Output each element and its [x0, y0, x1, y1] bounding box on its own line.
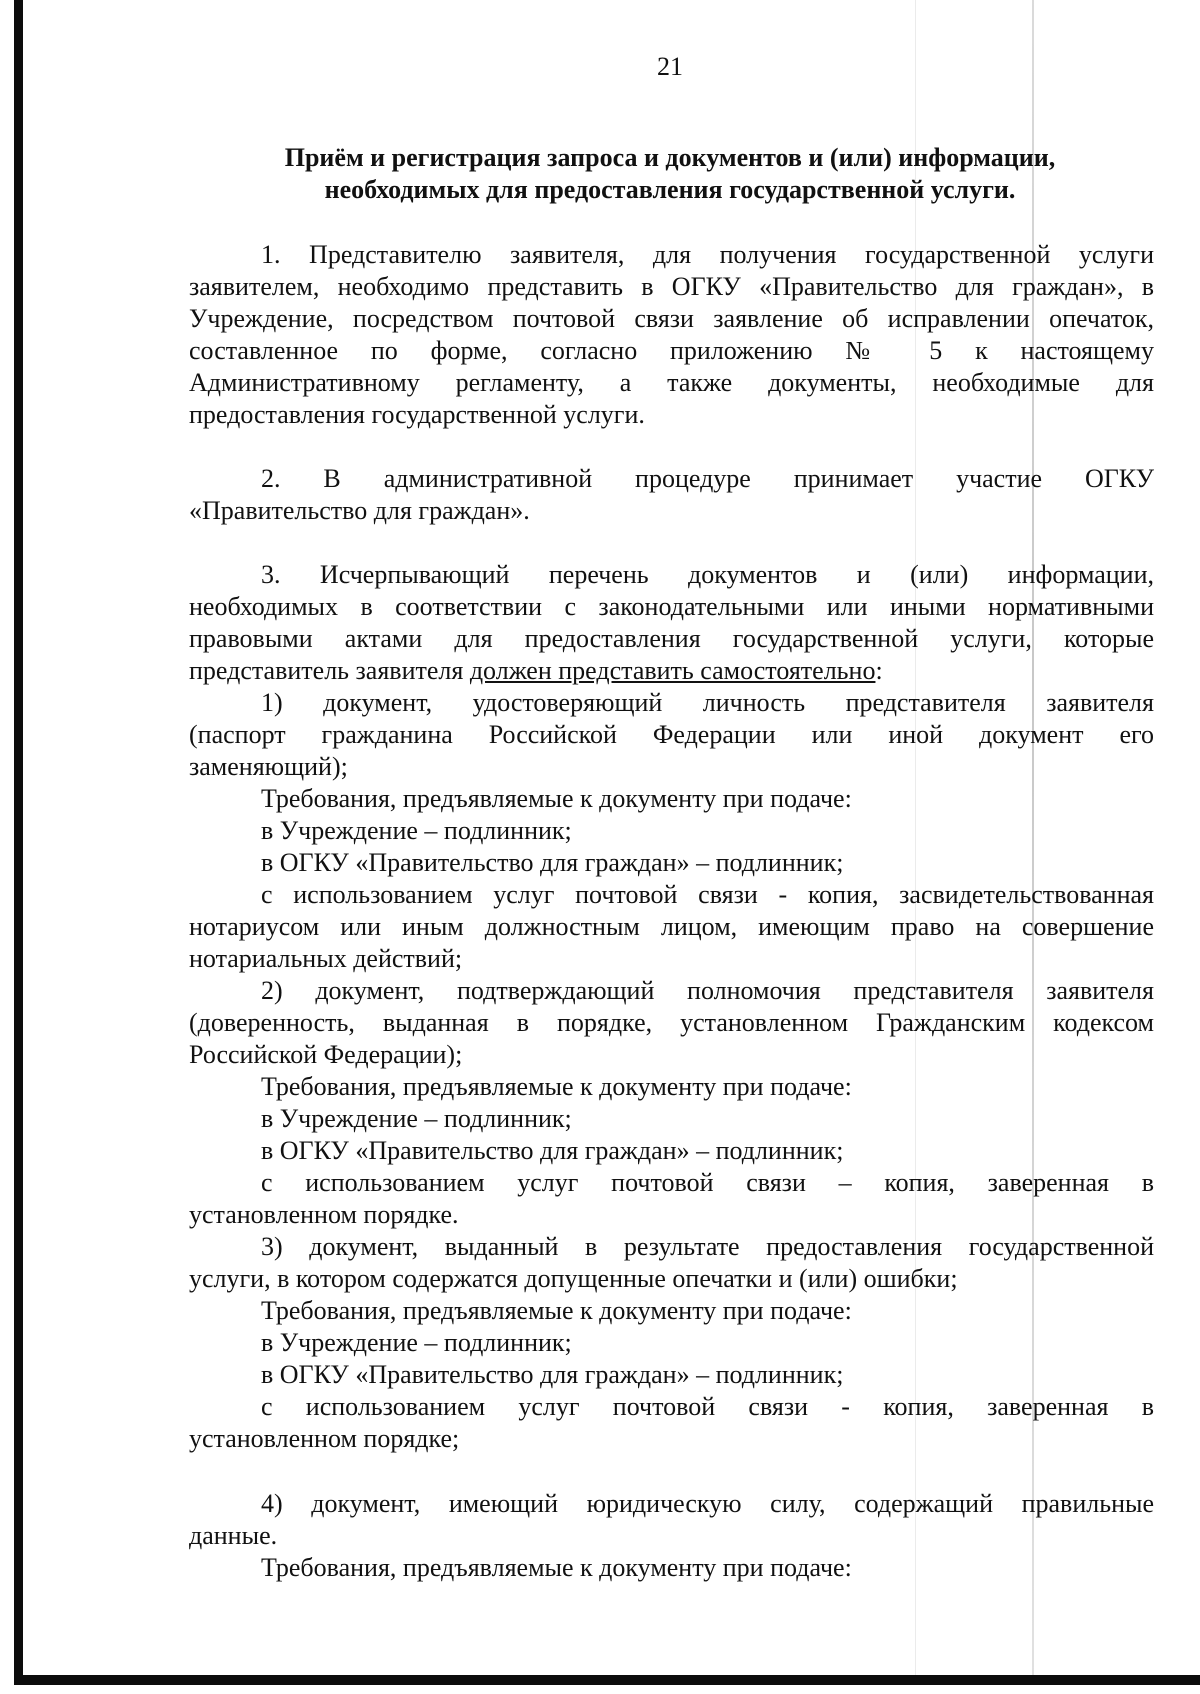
paragraph-line: «Правительство для граждан». — [189, 496, 530, 525]
list-item-line: Российской Федерации); — [189, 1040, 463, 1069]
paragraph-line: 2. В административной процедуре принимает участие ОГКУ — [261, 464, 1154, 493]
paragraph-line: 1. Представителю заявителя, для получения государственной услуги — [261, 240, 1154, 269]
heading-line-1: Приём и регистрация запроса и документов и (или) информации, — [284, 143, 1056, 172]
paragraph-item-4 — [189, 1488, 1154, 1584]
list-item-line: (паспорт гражданина Российской Федерации или иной документ его — [189, 720, 1154, 749]
scan-border-bottom — [14, 1675, 1200, 1685]
paragraph-2 — [189, 463, 1154, 527]
list-item-line: услуги, в котором содержатся допущенные опечатки и (или) ошибки; — [189, 1264, 958, 1293]
list-item-line: Требования, предъявляемые к документу при подаче: — [261, 1072, 852, 1101]
underlined-text: должен представить самостоятельно — [469, 656, 876, 685]
paragraph-3 — [189, 559, 1154, 1455]
list-item-line: в ОГКУ «Правительство для граждан» – подлинник; — [261, 848, 844, 877]
list-item-line: 3) документ, выданный в результате предоставления государственной — [261, 1232, 1154, 1261]
paragraph-line: составленное по форме, согласно приложению № 5 к настоящему — [189, 336, 1154, 365]
paragraph-line: необходимых в соответствии с законодательными или иными нормативными — [189, 592, 1154, 621]
list-item-line: данные. — [189, 1521, 278, 1550]
list-item-line: Требования, предъявляемые к документу при подаче: — [261, 1296, 852, 1325]
list-item-line: установленном порядке. — [189, 1200, 459, 1229]
list-item-line: нотариальных действий; — [189, 944, 463, 973]
heading-line-2: необходимых для предоставления государственной услуги. — [324, 175, 1016, 204]
paragraph-line: заявителем, необходимо представить в ОГКУ «Правительство для граждан», в — [189, 272, 1154, 301]
paragraph-text: представитель заявителя — [189, 656, 470, 685]
list-item-line: Требования, предъявляемые к документу при подаче: — [261, 784, 852, 813]
list-item-line: (доверенность, выданная в порядке, установленном Гражданским кодексом — [189, 1008, 1154, 1037]
scan-border-left — [14, 0, 23, 1684]
list-item-line: 1) документ, удостоверяющий личность представителя заявителя — [261, 688, 1154, 717]
list-item-line: заменяющий); — [189, 752, 348, 781]
paragraph-line: 3. Исчерпывающий перечень документов и (или) информации, — [261, 560, 1154, 589]
list-item-line: Требования, предъявляемые к документу при подаче: — [261, 1553, 852, 1582]
list-item-line: в Учреждение – подлинник; — [261, 1104, 572, 1133]
paragraph-line: предоставления государственной услуги. — [189, 400, 645, 429]
paragraph-line — [189, 655, 1154, 687]
list-item-line: в Учреждение – подлинник; — [261, 816, 572, 845]
list-item-line: нотариусом или иным должностным лицом, имеющим право на совершение — [189, 912, 1154, 941]
list-item-line: с использованием услуг почтовой связи – копия, заверенная в — [261, 1168, 1154, 1197]
paragraph-text: : — [875, 656, 883, 685]
list-item-line: 4) документ, имеющий юридическую силу, содержащий правильные — [261, 1489, 1154, 1518]
paragraph-line: Учреждение, посредством почтовой связи заявление об исправлении опечаток, — [189, 304, 1154, 333]
paragraph-1 — [189, 239, 1154, 431]
paragraph-line: правовыми актами для предоставления государственной услуги, которые — [189, 624, 1154, 653]
list-item-line: в ОГКУ «Правительство для граждан» – подлинник; — [261, 1360, 844, 1389]
page-number: 21 — [657, 52, 683, 81]
list-item-line: в Учреждение – подлинник; — [261, 1328, 572, 1357]
paragraph-line: Административному регламенту, а также документы, необходимые для — [189, 368, 1154, 397]
list-item-line: в ОГКУ «Правительство для граждан» – подлинник; — [261, 1136, 844, 1165]
list-item-line: 2) документ, подтверждающий полномочия представителя заявителя — [261, 976, 1154, 1005]
list-item-line: с использованием услуг почтовой связи - копия, засвидетельствованная — [261, 880, 1154, 909]
list-item-line: с использованием услуг почтовой связи - копия, заверенная в — [261, 1392, 1154, 1421]
list-item-line: установленном порядке; — [189, 1424, 460, 1453]
section-heading — [190, 142, 1150, 206]
